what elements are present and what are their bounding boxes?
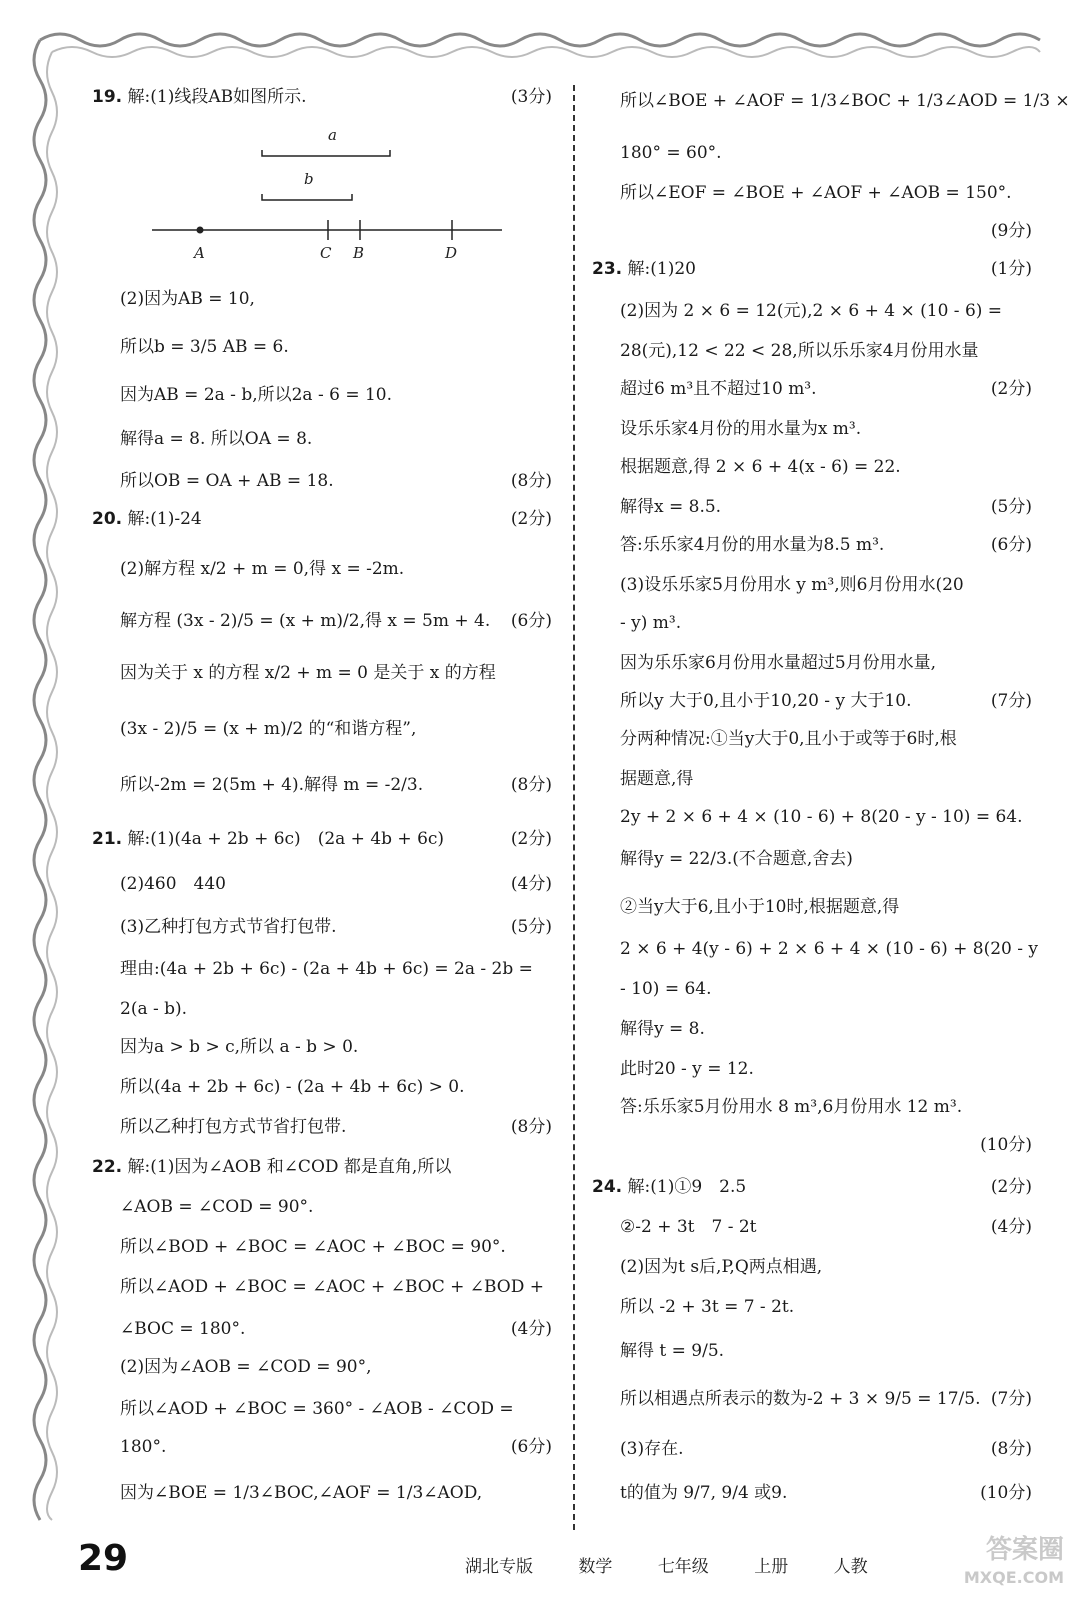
left-line-text: (2)因为∠AOB = ∠COD = 90°, (120, 1357, 372, 1377)
left-line-text: 解得a = 8. 所以OA = 8. (120, 429, 313, 449)
left-line (120, 428, 552, 450)
left-line-text: ∠BOC = 180°. (120, 1319, 246, 1339)
left-line (120, 470, 552, 492)
right-line (620, 378, 1032, 400)
right-line-text: t的值为 9/7, 9/4 或9. (620, 1483, 788, 1503)
left-line-text: 22. 解:(1)因为∠AOB 和∠COD 都是直角,所以 (92, 1157, 452, 1177)
left-line (120, 1436, 552, 1458)
footer-volume: 上册 (754, 1557, 789, 1577)
right-line (620, 1096, 1032, 1118)
watermark-site: MXQE.COM (963, 1568, 1064, 1587)
point-C: C (320, 244, 332, 262)
right-line-text: (3)存在. (620, 1439, 684, 1459)
right-line (620, 896, 1032, 918)
left-line-text: (2)460 440 (120, 874, 226, 894)
score-mark: (4分) (990, 1217, 1032, 1237)
score-mark: (10分) (980, 1483, 1032, 1503)
right-line-text: ②当y大于6,且小于10时,根据题意,得 (620, 897, 900, 917)
footer-region: 湖北专版 (465, 1557, 533, 1577)
question-number: 23. (592, 259, 623, 279)
right-line-text: 解得 t = 9/5. (620, 1341, 725, 1361)
left-line (120, 1482, 552, 1504)
left-line (120, 384, 552, 406)
left-line-text: 所以乙种打包方式节省打包带. (120, 1117, 347, 1137)
right-line-text: - 10) = 64. (620, 979, 712, 999)
right-line-text: 答:乐乐家4月份的用水量为8.5 m³. (620, 535, 885, 555)
segment-diagram (152, 120, 522, 270)
left-line-text: 因为AB = 2a - b,所以2a - 6 = 10. (120, 385, 393, 405)
right-line-text: 所以y 大于0,且小于10,20 - y 大于10. (620, 691, 912, 711)
score-mark: (6分) (990, 535, 1032, 555)
right-line (620, 1216, 1032, 1238)
right-line-text: 所以∠EOF = ∠BOE + ∠AOF + ∠AOB = 150°. (620, 183, 1012, 203)
left-line-text: 21. 解:(1)(4a + 2b + 6c) (2a + 4b + 6c) (92, 829, 445, 849)
left-line (120, 662, 552, 684)
left-line (120, 558, 552, 580)
right-line (620, 1482, 1032, 1504)
left-line (120, 718, 552, 740)
left-line (120, 1196, 552, 1218)
left-line-text: (3)乙种打包方式节省打包带. (120, 917, 337, 937)
right-line-text: 2y + 2 × 6 + 4 × (10 - 6) + 8(20 - y - 10) = 64. (620, 807, 1023, 827)
right-line (592, 258, 1032, 280)
left-line-text: 解方程 (3x - 2)/5 = (x + m)/2,得 x = 5m + 4. (120, 611, 491, 631)
left-line-text: 所以b = 3/5 AB = 6. (120, 337, 289, 357)
left-line-text: 所以(4a + 2b + 6c) - (2a + 4b + 6c) > 0. (120, 1077, 465, 1097)
left-line (120, 1236, 552, 1258)
left-line-text: 因为a > b > c,所以 a - b > 0. (120, 1037, 359, 1057)
right-line-text: - y) m³. (620, 613, 682, 633)
left-line-text: (2)解方程 x/2 + m = 0,得 x = -2m. (120, 559, 405, 579)
left-line (120, 774, 552, 796)
left-line-text: 所以∠BOD + ∠BOC = ∠AOC + ∠BOC = 90°. (120, 1237, 506, 1257)
right-line-text: 答:乐乐家5月份用水 8 m³,6月份用水 12 m³. (620, 1097, 963, 1117)
right-line-text: (3)设乐乐家5月份用水 y m³,则6月份用水(20 (620, 575, 964, 595)
page-number: 29 (78, 1538, 129, 1579)
right-line (620, 456, 1032, 478)
score-mark: (7分) (990, 691, 1032, 711)
left-line (120, 1036, 552, 1058)
right-line (620, 938, 1038, 960)
left-line-text: 所以OB = OA + AB = 18. (120, 471, 334, 491)
right-line-text: 180° = 60°. (620, 143, 722, 163)
score-mark: (6分) (510, 1437, 552, 1457)
left-line-text: 因为关于 x 的方程 x/2 + m = 0 是关于 x 的方程 (120, 663, 496, 683)
label-b: b (304, 170, 314, 188)
watermark (964, 1536, 1064, 1592)
point-A: A (194, 244, 205, 262)
right-line-text: 分两种情况:①当y大于0,且小于或等于6时,根 (620, 729, 957, 749)
right-line (620, 1058, 1032, 1080)
score-mark: (4分) (510, 874, 552, 894)
left-line (120, 1356, 552, 1378)
score-mark: (8分) (990, 1439, 1032, 1459)
right-line (620, 848, 1032, 870)
score-mark: (2分) (510, 509, 552, 529)
left-line (92, 86, 552, 108)
left-line-text: ∠AOB = ∠COD = 90°. (120, 1197, 314, 1217)
left-line-text: 19. 解:(1)线段AB如图所示. (92, 87, 307, 107)
right-line-text: 设乐乐家4月份的用水量为x m³. (620, 419, 862, 439)
score-mark: (2分) (990, 379, 1032, 399)
watermark-brand: 答案圈 (985, 1535, 1064, 1565)
question-number: 22. (92, 1157, 123, 1177)
point-B: B (353, 244, 365, 262)
left-line (120, 1076, 552, 1098)
right-line (620, 806, 1032, 828)
right-line-text: (2)因为 2 × 6 = 12(元),2 × 6 + 4 × (10 - 6) = (620, 301, 1003, 321)
left-line-text: 2(a - b). (120, 999, 188, 1019)
label-a: a (328, 126, 337, 144)
left-line (120, 1116, 552, 1138)
left-line (120, 1318, 552, 1340)
right-line (620, 90, 1070, 112)
right-line-text: 2 × 6 + 4(y - 6) + 2 × 6 + 4 × (10 - 6) + 8(20 - y (620, 939, 1038, 959)
right-line-text: 据题意,得 (620, 769, 694, 789)
left-line-text: 180°. (120, 1437, 167, 1457)
score-mark: (10分) (980, 1135, 1032, 1155)
right-line-text: 23. 解:(1)20 (592, 259, 696, 279)
left-line (120, 916, 552, 938)
right-line (620, 612, 1032, 634)
right-line (620, 534, 1032, 556)
right-line (620, 574, 1032, 596)
score-mark: (9分) (990, 221, 1032, 241)
score-mark: (7分) (990, 1389, 1032, 1409)
right-line-text: 此时20 - y = 12. (620, 1059, 754, 1079)
right-line-text: 所以 -2 + 3t = 7 - 2t. (620, 1297, 795, 1317)
left-line (92, 828, 552, 850)
left-line (92, 508, 552, 530)
score-mark: (8分) (510, 775, 552, 795)
right-line (620, 1256, 1032, 1278)
right-line (620, 1018, 1032, 1040)
score-mark: (5分) (510, 917, 552, 937)
left-line (92, 1156, 552, 1178)
footer-publisher: 人教 (833, 1557, 868, 1577)
question-number: 24. (592, 1177, 623, 1197)
score-mark: (4分) (510, 1319, 552, 1339)
left-line (120, 998, 552, 1020)
right-line (620, 418, 1032, 440)
left-line-text: (3x - 2)/5 = (x + m)/2 的“和谐方程”, (120, 719, 417, 739)
footer (465, 1552, 890, 1577)
score-mark: (2分) (990, 1177, 1032, 1197)
left-line (120, 958, 552, 980)
score-mark: (8分) (510, 1117, 552, 1137)
right-line-text: 28(元),12 < 22 < 28,所以乐乐家4月份用水量 (620, 341, 979, 361)
question-number: 19. (92, 87, 123, 107)
left-line-text: 所以-2m = 2(5m + 4).解得 m = -2/3. (120, 775, 424, 795)
right-line-text: 所以∠BOE + ∠AOF = 1/3∠BOC + 1/3∠AOD = 1/3 × (620, 91, 1070, 111)
left-line (120, 336, 552, 358)
right-line (592, 1134, 1032, 1156)
left-line (120, 1276, 552, 1298)
left-line-text: 所以∠AOD + ∠BOC = 360° - ∠AOB - ∠COD = (120, 1399, 514, 1419)
right-line-text: (2)因为t s后,P,Q两点相遇, (620, 1257, 823, 1277)
score-mark: (2分) (510, 829, 552, 849)
left-line-text: 理由:(4a + 2b + 6c) - (2a + 4b + 6c) = 2a - 2b = (120, 959, 533, 979)
question-number: 21. (92, 829, 123, 849)
right-line (620, 142, 1032, 164)
right-line (620, 978, 1032, 1000)
footer-subject: 数学 (578, 1557, 613, 1577)
score-mark: (8分) (510, 471, 552, 491)
right-line (620, 340, 1032, 362)
right-line-text: 解得x = 8.5. (620, 497, 722, 517)
score-mark: (1分) (990, 259, 1032, 279)
right-line-text: 解得y = 8. (620, 1019, 705, 1039)
right-line (620, 1296, 1032, 1318)
right-line (592, 220, 1032, 242)
score-mark: (5分) (990, 497, 1032, 517)
right-line-text: ②-2 + 3t 7 - 2t (620, 1217, 757, 1237)
left-line (120, 873, 552, 895)
right-line (620, 1340, 1032, 1362)
right-line-text: 超过6 m³且不超过10 m³. (620, 379, 817, 399)
left-line (120, 1398, 552, 1420)
right-line (620, 690, 1032, 712)
point-D: D (445, 244, 458, 262)
left-line-text: 20. 解:(1)-24 (92, 509, 202, 529)
right-line (620, 652, 1032, 674)
right-line (620, 728, 1032, 750)
left-line (120, 610, 552, 632)
left-line-text: 所以∠AOD + ∠BOC = ∠AOC + ∠BOC + ∠BOD + (120, 1277, 545, 1297)
right-line (620, 182, 1032, 204)
question-number: 20. (92, 509, 123, 529)
footer-grade: 七年级 (657, 1557, 709, 1577)
right-line (620, 1438, 1032, 1460)
right-line-text: 因为乐乐家6月份用水量超过5月份用水量, (620, 653, 937, 673)
right-line (620, 1388, 1032, 1410)
score-mark: (6分) (510, 611, 552, 631)
right-line-text: 所以相遇点所表示的数为-2 + 3 × 9/5 = 17/5. (620, 1389, 981, 1409)
right-line (620, 768, 1032, 790)
right-line (620, 496, 1032, 518)
score-mark: (3分) (510, 87, 552, 107)
column-divider (573, 85, 575, 1530)
left-line-text: 因为∠BOE = 1/3∠BOC,∠AOF = 1/3∠AOD, (120, 1483, 483, 1503)
right-line (620, 300, 1032, 322)
right-line (592, 1176, 1032, 1198)
left-line-text: (2)因为AB = 10, (120, 289, 255, 309)
left-line (120, 288, 552, 310)
right-line-text: 解得y = 22/3.(不合题意,舍去) (620, 849, 853, 869)
right-line-text: 根据题意,得 2 × 6 + 4(x - 6) = 22. (620, 457, 901, 477)
right-line-text: 24. 解:(1)①9 2.5 (592, 1177, 747, 1197)
